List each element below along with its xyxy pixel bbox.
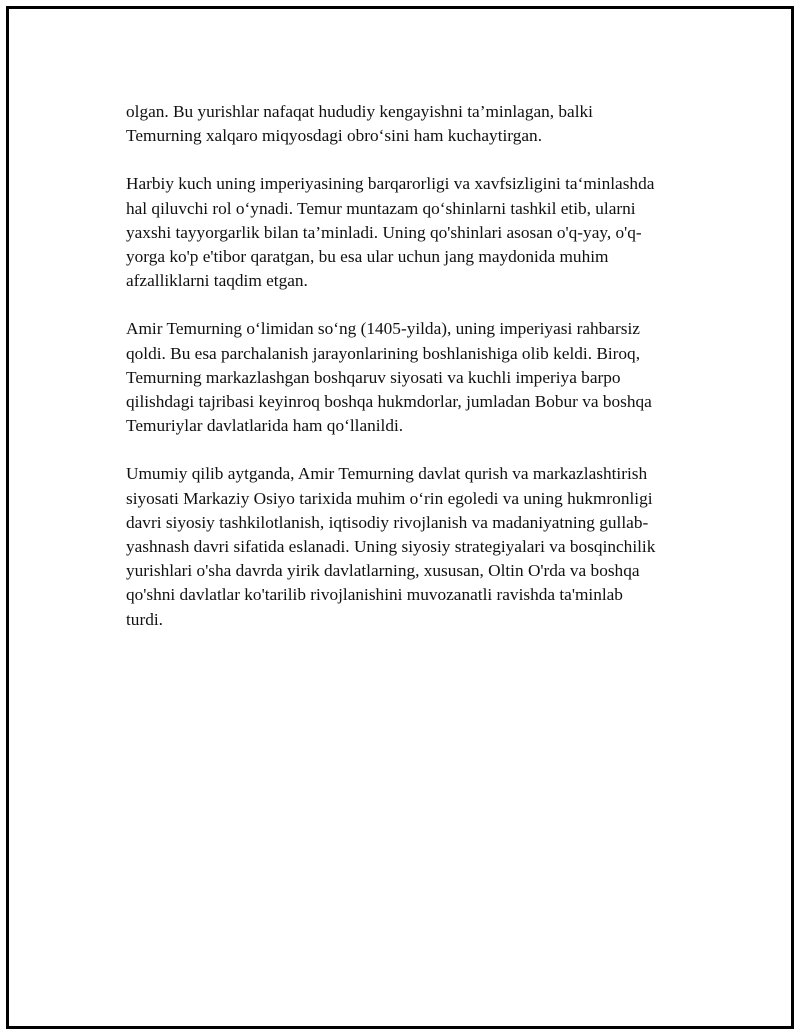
- text-line: qo'shni davlatlar ko'tarilib rivojlanishini muvozanatli ravishda ta'minlab: [126, 585, 623, 605]
- text-line: siyosati Markaziy Osiyo tarixida muhim o‘rin egoledi va uning hukmronligi: [126, 488, 653, 508]
- paragraph-3: [126, 317, 698, 438]
- text-line: Temurning markazlashgan boshqaruv siyosati va kuchli imperiya barpo: [126, 367, 621, 387]
- text-line: Umumiy qilib aytganda, Amir Temurning davlat qurish va markazlashtirish: [126, 464, 648, 484]
- text-line: qoldi. Bu esa parchalanish jarayonlarining boshlanishiga olib keldi. Biroq,: [126, 343, 641, 363]
- paragraph-4: [126, 462, 698, 631]
- text-line: Amir Temurning o‘limidan so‘ng (1405-yilda), uning imperiyasi rahbarsiz: [126, 319, 640, 339]
- text-line: yorga ko'p e'tibor qaratgan, bu esa ular uchun jang maydonida muhim: [126, 247, 609, 267]
- text-line: yurishlari o'sha davrda yirik davlatlarning, xususan, Oltin O'rda va boshqa: [126, 561, 640, 581]
- paragraph-1: [126, 100, 698, 148]
- paragraph-2: [126, 172, 698, 293]
- text-line: qilishdagi tajribasi keyinroq boshqa hukmdorlar, jumladan Bobur va boshqa: [126, 392, 652, 412]
- text-line: turdi.: [126, 609, 163, 629]
- text-line: hal qiluvchi rol o‘ynadi. Temur muntazam qo‘shinlarni tashkil etib, ularni: [126, 198, 636, 218]
- text-line: afzalliklarni taqdim etgan.: [126, 271, 308, 291]
- text-line: Harbiy kuch uning imperiyasining barqarorligi va xavfsizligini ta‘minlashda: [126, 174, 655, 194]
- text-line: Temurning xalqaro miqyosdagi obro‘sini ham kuchaytirgan.: [126, 126, 543, 146]
- document-page: [6, 6, 794, 1029]
- text-line: yashnash davri sifatida eslanadi. Uning siyosiy strategiyalari va bosqinchilik: [126, 537, 656, 557]
- text-line: olgan. Bu yurishlar nafaqat hududiy kengayishni ta’minlagan, balki: [126, 102, 593, 121]
- document-body: [126, 100, 698, 656]
- text-line: yaxshi tayyorgarlik bilan ta’minladi. Uning qo'shinlari asosan o'q-yay, o'q-: [126, 222, 642, 242]
- text-line: Temuriylar davlatlarida ham qo‘llanildi.: [126, 416, 404, 436]
- text-line: davri siyosiy tashkilotlanish, iqtisodiy rivojlanish va madaniyatning gullab-: [126, 512, 649, 532]
